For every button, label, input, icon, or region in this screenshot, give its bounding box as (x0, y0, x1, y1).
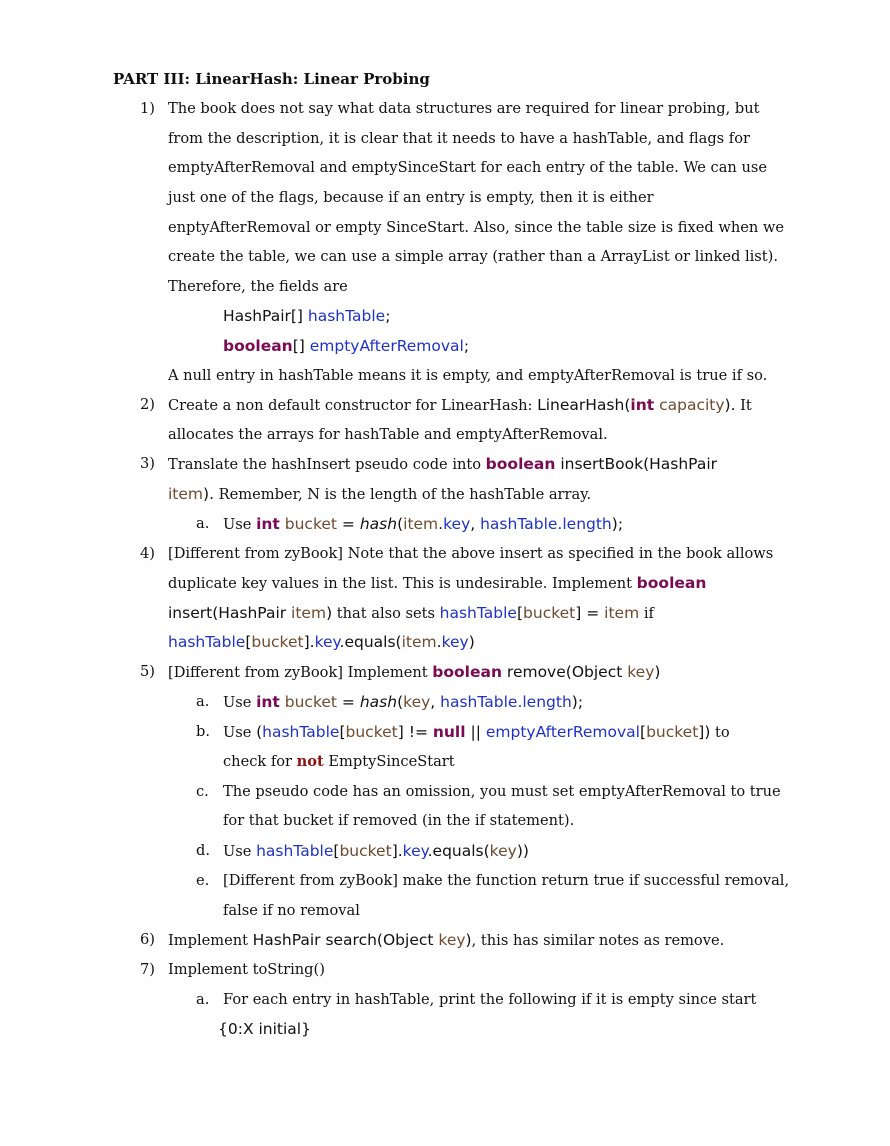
item4-line1: [Different from zyBook] Note that the above insert as specified in the book allows (168, 545, 774, 562)
item5-sub-d: Use hashTable[bucket].key.equals(key)) (223, 842, 529, 860)
item-number-4: 4) (140, 545, 155, 562)
item5-sub-b-line1: Use (hashTable[bucket] != null || emptyAfterRemoval[bucket]) to (223, 723, 730, 741)
item3-line1: Translate the hashInsert pseudo code into boolean insertBook(HashPair (168, 455, 718, 473)
item7-sub-a-letter: a. (196, 991, 210, 1008)
item-number-2: 2) (140, 396, 155, 413)
item7-line1: Implement toString() (168, 961, 325, 978)
item7-sub-a-line1: For each entry in hashTable, print the following if it is empty since start (223, 991, 757, 1008)
item5-sub-a-letter: a. (196, 693, 210, 710)
item1-line5: enptyAfterRemoval or empty SinceStart. Also, since the table size is fixed when we (168, 219, 785, 236)
item1-line6: create the table, we can use a simple array (rather than a ArrayList or linked list). (168, 248, 778, 265)
item-number-3: 3) (140, 455, 155, 472)
item5-sub-d-letter: d. (196, 842, 210, 859)
item3-sub-a: Use int bucket = hash(item.key, hashTable.length); (223, 515, 624, 533)
item1-line2: from the description, it is clear that it needs to have a hashTable, and flags for (168, 130, 750, 147)
item5-sub-a: Use int bucket = hash(key, hashTable.length); (223, 693, 584, 711)
item4-line3: insert(HashPair item) that also sets hashTable[bucket] = item if (168, 604, 654, 622)
item1-line4: just one of the flags, because if an entry is empty, then it is either (168, 189, 654, 206)
item5-sub-e-line1: [Different from zyBook] make the function return true if successful removal, (223, 872, 790, 889)
item1-line1: The book does not say what data structures are required for linear probing, but (168, 100, 760, 117)
item5-sub-e-letter: e. (196, 872, 210, 889)
item-number-1: 1) (140, 100, 155, 117)
item4-line2: duplicate key values in the list. This is undesirable. Implement boolean (168, 574, 707, 592)
section-title: PART III: LinearHash: Linear Probing (113, 70, 430, 88)
item-number-6: 6) (140, 931, 155, 948)
item-number-7: 7) (140, 961, 155, 978)
item5-sub-b-letter: b. (196, 723, 210, 740)
field-hashtable: HashPair[] hashTable; (223, 307, 391, 325)
item5-sub-c-line2: for that bucket if removed (in the if statement). (223, 812, 575, 829)
item5-sub-c-line1: The pseudo code has an omission, you must set emptyAfterRemoval to true (223, 783, 781, 800)
item3-line2: item). Remember, N is the length of the hashTable array. (168, 485, 592, 503)
item1-note: A null entry in hashTable means it is empty, and emptyAfterRemoval is true if so. (168, 367, 768, 384)
item-number-5: 5) (140, 663, 155, 680)
item5-sub-b-line2: check for not EmptySinceStart (223, 753, 455, 770)
item5-sub-e-line2: false if no removal (223, 902, 360, 919)
item1-line7: Therefore, the fields are (168, 278, 348, 295)
item7-sub-a-format: {0:X initial} (218, 1020, 311, 1038)
item5-sub-c-letter: c. (196, 783, 209, 800)
item4-line4: hashTable[bucket].key.equals(item.key) (168, 633, 475, 651)
item6-line1: Implement HashPair search(Object key), this has similar notes as remove. (168, 931, 725, 949)
item1-line3: emptyAfterRemoval and emptySinceStart for each entry of the table. We can use (168, 159, 767, 176)
item3-sub-a-letter: a. (196, 515, 210, 532)
field-empty-after-removal: boolean[] emptyAfterRemoval; (223, 337, 470, 355)
item2-line1: Create a non default constructor for LinearHash: LinearHash(int capacity). It (168, 396, 752, 414)
item5-line1: [Different from zyBook] Implement boolean remove(Object key) (168, 663, 661, 681)
item2-line2: allocates the arrays for hashTable and emptyAfterRemoval. (168, 426, 608, 443)
